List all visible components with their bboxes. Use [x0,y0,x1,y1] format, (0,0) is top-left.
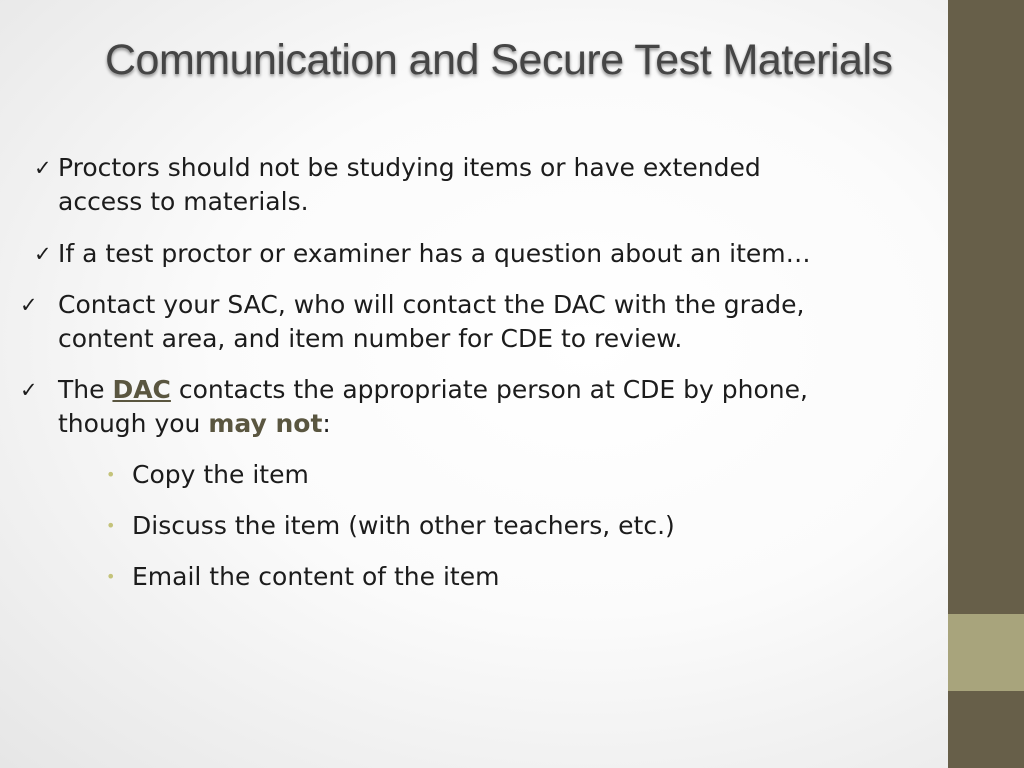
bullet-4-line2-prefix: though you [58,409,209,438]
check-icon: ✓ [20,293,38,317]
dot-icon: • [106,567,116,586]
bullet-4-line-2 [58,407,331,441]
bullet-4-colon: : [322,409,331,438]
slide-title: Communication and Secure Test Materials [105,36,893,84]
bullet-1-line-2: access to materials. [58,187,309,216]
dot-icon: • [106,516,116,535]
may-not-emphasis: may not [208,409,323,438]
sub-bullet-1: Copy the item [132,460,309,489]
bullet-3-line-2: content area, and item number for CDE to review. [58,324,683,353]
bullet-4-line-1 [58,373,808,407]
bullet-3-line-1: Contact your SAC, who will contact the DAC with the grade, [58,290,805,319]
check-icon: ✓ [20,378,38,402]
sub-bullet-2: Discuss the item (with other teachers, etc.) [132,511,675,540]
sub-bullet-3: Email the content of the item [132,562,500,591]
side-bar-accent [948,614,1024,691]
bullet-1-line-1: Proctors should not be studying items or have extended [58,153,761,182]
check-icon: ✓ [34,156,52,180]
bullet-4-suffix: contacts the appropriate person at CDE by phone, [170,375,808,404]
dot-icon: • [106,465,116,484]
dac-emphasis: DAC [112,375,171,404]
bullet-2-line-1: If a test proctor or examiner has a question about an item… [58,239,811,268]
check-icon: ✓ [34,242,52,266]
bullet-4-prefix: The [58,375,113,404]
